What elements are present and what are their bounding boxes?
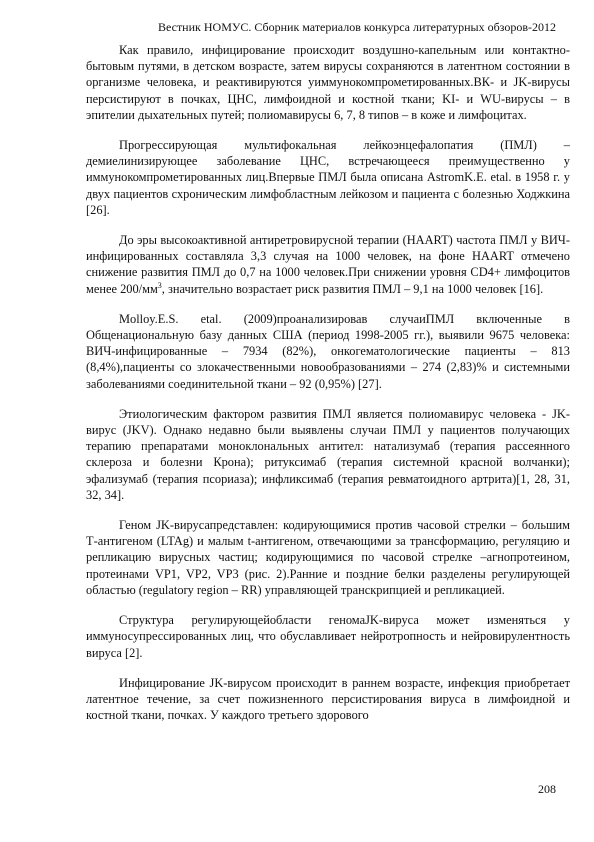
haart-superscript: 3 [157,280,162,290]
article-body [86,42,570,737]
page-number: 208 [538,782,556,796]
running-header: Вестник НОМУС. Сборник материалов конкурса литературных обзоров-2012 [157,20,556,34]
paragraph-genome: Геном JK-вирусапредставлен: кодирующимися против часовой стрелки – большим Т-антигеном (LTAg) и малым t-антигеном, отвечающими за трансформацию, регуляцию и репликацию вирусных частиц; кодирующимися по часовой стрелке –агнопротеином, протеинами VP1, VP2, VP3 (рис. 2).Ранние и поздние белки разделены регулирующей областью (regulatory region – RR) управляющей транскрипцией и репликацией. [86,518,570,597]
paragraph-pml-definition: Прогрессирующая мультифокальная лейкоэнцефалопатия (ПМЛ) – демиелинизирующее заболевание ЦНС, встречающееся преимущественно у иммунокомпрометированных лиц.Впервые ПМЛ была описана AstromK.E. etal. в 1958 г. у двух пациентов схроническим лимфобластным лейкозом и пациента с болезнью Ходжкина [26]. [86,138,570,217]
haart-text: До эры высокоактивной антиретровирусной терапии (HAART) частота ПМЛ у ВИЧ-инфицированных составляла 3,3 случая на 1000 человек, на фоне HAART отмечено снижение развития ПМЛ до 0,7 на 1000 человек.При снижении уровня CD4+ лимфоцитов менее 200/мм [86,233,570,296]
haart-text-end: , значительно возрастает риск развития ПМЛ – 9,1 на 1000 человек [16]. [161,281,544,296]
paragraph-infection-age: Инфицирование JK-вирусом происходит в раннем возрасте, инфекция приобретает латентное течение, за счет пожизненного персистирования вируса в лимфоидной и костной ткани, почках. У каждого третьего здорового [86,675,570,723]
paragraph-infection-routes: Как правило, инфицирование происходит воздушно-капельным или контактно-бытовым путями, в детском возрасте, затем вирусы сохраняются в латентном состоянии в организме человека, и реактивируются уиммунокомпрометированных.ВК- и JK-вирусы персистируют в почках, ЦНС, лимфоидной и костной ткани; KI- и WU-вирусы – в эпителии дыхательных путей; полиомавирусы 6, 7, 8 типов – в коже и лимфоцитах. [86,43,570,122]
paragraph-molloy-study: Molloy.E.S. etal. (2009)проанализировав случаиПМЛ включенные в Общенациональную базу данных США (период 1998-2005 гг.), выявили 9675 человека: ВИЧ-инфицированные – 7934 (82%), онкогематологические пациенты – 813 (8,4%),пациенты со злокачественными новообразованиями – 274 (2,83)% и системными заболеваниями соединительной ткани – 92 (0,95%) [27]. [86,311,570,391]
paragraph-haart [86,232,570,297]
paragraph-regulatory-region: Структура регулирующейобласти геномаJK-вируса может изменяться у иммуносупрессированных лиц, что обуславливает нейротропность и нейровирулентность вируса [2]. [86,613,570,660]
paragraph-etiology: Этиологическим фактором развития ПМЛ является полиомавирус человека - JK-вирус (JKV). Однако недавно были выявлены случаи ПМЛ у пациентов получающих терапию препаратами моноклональных антител: натализумаб (терапия рассеянного склероза и болезни Крона); ритуксимаб (терапия системной красной волчанки); эфализумаб (терапия псориаза); инфликсимаб (терапия ревматоидного артрита)[1, 28, 31, 32, 34]. [86,406,570,502]
